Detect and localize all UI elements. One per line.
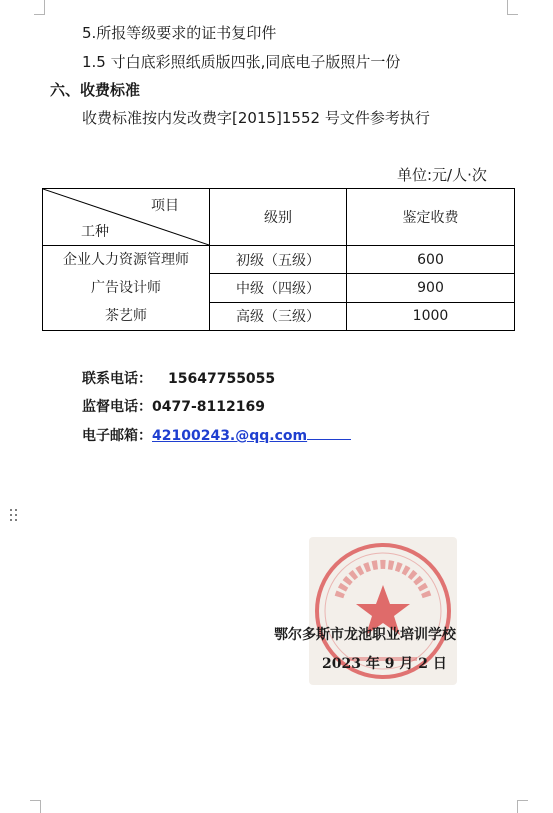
table-header-row [43,189,515,246]
email-label: 电子邮箱： [82,428,152,444]
fee-unit-label: 单位:元/人·次 [397,166,487,184]
contact-phone-line [82,369,275,389]
school-name: 鄂尔多斯市龙池职业培训学校 [274,627,456,643]
drag-handle-icon[interactable] [10,509,20,525]
header-fee: 鉴定收费 [347,189,515,246]
fee-table [42,188,515,331]
diagonal-line [43,189,209,245]
table-row [43,246,515,274]
email-line [82,426,351,446]
header-level: 级别 [210,189,347,246]
contact-phone-value: 15647755055 [168,371,276,387]
contact-phone-label: 联系电话： [82,371,152,387]
requirement-item-5: 5.所报等级要求的证书复印件 [82,24,277,42]
crop-mark-bottom-right [517,800,528,813]
job-hr-manager: 企业人力资源管理师 [63,252,189,268]
email-underline [307,426,351,440]
requirement-photo: 1.5 寸白底彩照纸质版四张,同底电子版照片一份 [82,53,401,71]
job-list-cell [43,246,210,331]
supervise-phone-label: 监督电话： [82,399,152,415]
supervise-phone-value: 0477-8112169 [152,399,265,415]
job-tea-artist: 茶艺师 [105,308,147,324]
crop-mark-top-left [34,0,45,15]
fee-basis-text: 收费标准按内发改费字[2015]1552 号文件参考执行 [82,109,430,127]
diagonal-header-cell [43,189,210,246]
section-6-heading: 六、收费标准 [50,81,141,99]
header-item-label: 项目 [151,198,179,214]
crop-mark-bottom-left [30,800,41,813]
level-cell: 中级（四级） [210,274,347,302]
level-cell: 初级（五级） [210,246,347,274]
crop-mark-top-right [507,0,518,15]
fee-cell: 900 [347,274,515,302]
header-job-label: 工种 [81,224,109,240]
signature-date: 2023 年 9 月 2 日 [322,656,447,672]
email-link[interactable]: 42100243.@qq.com [152,428,308,444]
fee-cell: 1000 [347,302,515,330]
level-cell: 高级（三级） [210,302,347,330]
fee-cell: 600 [347,246,515,274]
job-ad-designer: 广告设计师 [91,280,161,296]
supervise-phone-line [82,397,265,417]
